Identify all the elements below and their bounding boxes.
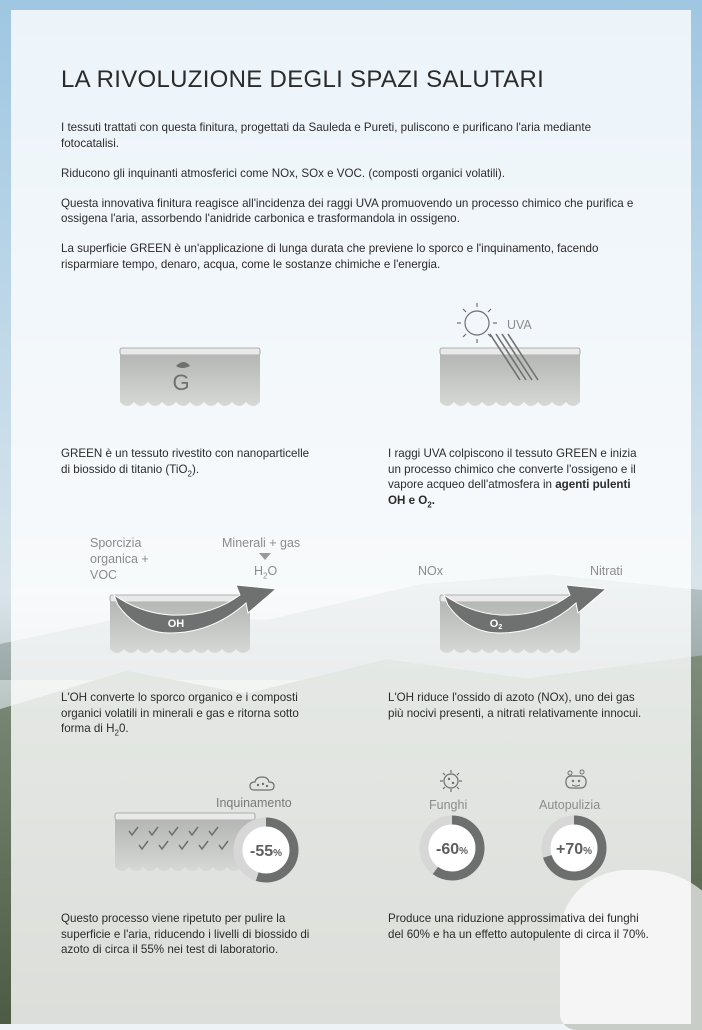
o2-arrow-label: O2 bbox=[489, 618, 503, 631]
oh-arrow-label: OH bbox=[167, 618, 185, 630]
awning-bar bbox=[440, 595, 580, 602]
green-caption: GREEN è un tessuto rivestito con nanoparticelle di biossido di titanio (TiO$_2$). bbox=[61, 447, 310, 478]
sun-icon bbox=[457, 303, 497, 343]
page-title: LA RIVOLUZIONE DEGLI SPAZI SALUTARI bbox=[61, 66, 545, 93]
oh-caption: L'OH converte lo sporco organico e i composti organici volatili in minerali e gas e ritorna sotto forma di $H_20$. bbox=[61, 691, 299, 738]
pollution-label: Inquinamento bbox=[216, 796, 292, 810]
awning-bar bbox=[120, 348, 260, 355]
pollution-caption: Questo processo viene ripetuto per pulire la superficie e l'aria, riducendo i livelli di biossido di azoto di circa il 55% nei test di laboratorio. bbox=[61, 912, 310, 956]
nox-caption: L'OH riduce l'ossido di azoto (NOx), uno dei gas più nocivi presenti, a nitrati relativamente innocui. bbox=[388, 691, 642, 720]
fungi-value: -60% bbox=[435, 841, 469, 858]
nox-label: NOx bbox=[418, 564, 443, 578]
self-cleaning-value: +70% bbox=[555, 841, 593, 858]
cloud-pollution-icon bbox=[248, 775, 276, 795]
organic-dirt-label: Sporcizia organica + VOC bbox=[90, 536, 149, 582]
intro-paragraph-2: Riducono gli inquinanti atmosferici come NOx, SOx e VOC. (composti organici volatili). bbox=[61, 166, 505, 180]
awning-fabric bbox=[120, 355, 260, 406]
uva-label: UVA bbox=[507, 318, 532, 332]
fungi-ring-chart bbox=[418, 814, 486, 882]
fungi-label: Funghi bbox=[429, 798, 468, 812]
intro-paragraph-1: I tessuti trattati con questa finitura, progettati da Sauleda e Pureti, puliscono e purificano l'aria mediante fotocatalisi. bbox=[61, 121, 592, 150]
pollution-value: -55% bbox=[249, 843, 283, 860]
svg-text:G: G bbox=[172, 370, 190, 395]
oh-awning-illustration bbox=[100, 575, 290, 675]
self-cleaning-ring-chart bbox=[540, 814, 608, 882]
nitrates-label: Nitrati bbox=[590, 564, 623, 578]
down-triangle-icon bbox=[258, 552, 272, 562]
minerals-gas-label: Minerali + gas bbox=[222, 536, 301, 550]
intro-text bbox=[61, 120, 641, 287]
self-cleaning-icon bbox=[562, 768, 590, 794]
pollution-ring-chart bbox=[232, 816, 300, 884]
intro-paragraph-4: La superficie GREEN è un'applicazione di lunga durata che previene lo sporco e l'inquinamento, facendo risparmiare tempo, denaro, acqua, come le sostanze chimiche e l'energia. bbox=[61, 242, 599, 271]
fungi-icon bbox=[437, 768, 465, 794]
awning-bar bbox=[110, 595, 250, 602]
green-awning-illustration bbox=[110, 340, 270, 420]
fungi-selfclean-caption: Produce una riduzione approssimativa dei funghi del 60% e ha un effetto autopulente di circa il 70%. bbox=[388, 912, 649, 941]
intro-paragraph-3: Questa innovativa finitura reagisce all'incidenza dei raggi UVA promuovendo un processo chimico che purifica e ossigena l'aria, assorbendo l'anidride carbonica e trasformandola in ossigeno. bbox=[61, 196, 634, 225]
awning-fabric bbox=[440, 355, 580, 406]
self-cleaning-label: Autopulizia bbox=[539, 798, 601, 812]
nox-awning-illustration bbox=[430, 575, 620, 675]
uva-awning-illustration bbox=[430, 298, 590, 420]
h2o-label: $H_2O$ bbox=[254, 564, 278, 581]
awning-bar bbox=[440, 348, 580, 355]
uva-caption: I raggi UVA colpiscono il tessuto GREEN e inizia un processo chimico che converte l'ossigeno e il vapore acqueo dell'atmosfera in agenti pulenti OH e $O_2$. bbox=[388, 447, 637, 509]
